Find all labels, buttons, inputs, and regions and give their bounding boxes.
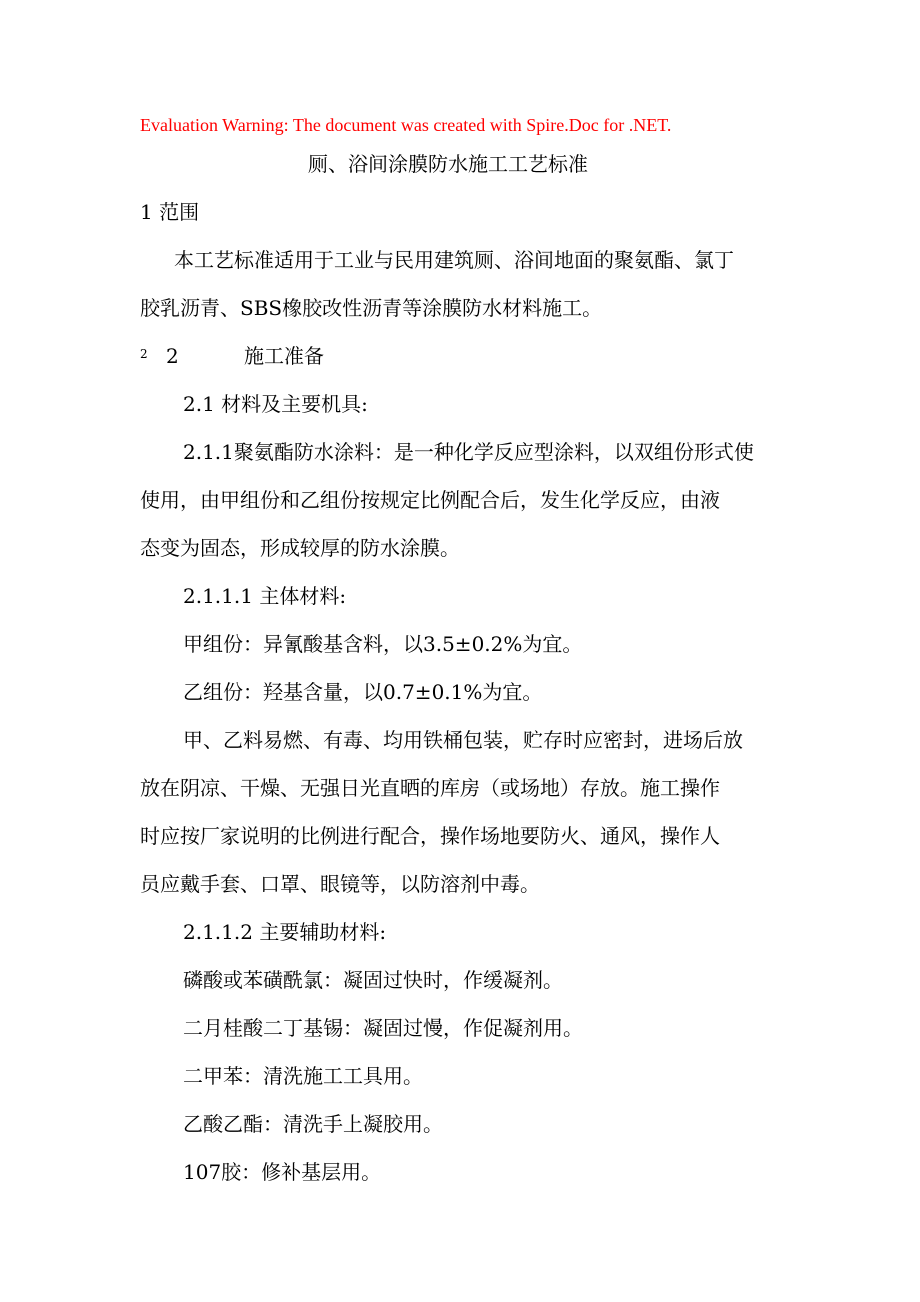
subsection-2-1-1-1-heading: 2.1.1.1 主体材料: [183,584,347,608]
auxiliary-material-1: 磷酸或苯磺酰氯：凝固过快时，作缓凝剂。 [183,968,563,992]
auxiliary-material-5: 107胶：修补基层用。 [183,1160,382,1184]
section-1-heading: 1 范围 [140,200,200,224]
polyurethane-paragraph-line-1: 2.1.1聚氨酯防水涂料：是一种化学反应型涂料，以双组份形式使 [183,440,754,464]
storage-paragraph-line-4: 员应戴手套、口罩、眼镜等，以防溶剂中毒。 [140,872,540,896]
storage-paragraph-line-3: 时应按厂家说明的比例进行配合，操作场地要防火、通风，操作人 [140,824,720,848]
polyurethane-paragraph-line-3: 态变为固态，形成较厚的防水涂膜。 [140,536,460,560]
scope-paragraph-line-1: 本工艺标准适用于工业与民用建筑厕、浴间地面的聚氨酯、氯丁 [174,248,734,272]
document-title: 厕、浴间涂膜防水施工工艺标准 [308,152,588,176]
storage-paragraph-line-1: 甲、乙料易燃、有毒、均用铁桶包装，贮存时应密封，进场后放 [183,728,743,752]
polyurethane-paragraph-line-2: 使用，由甲组份和乙组份按规定比例配合后，发生化学反应，由液 [140,488,720,512]
storage-paragraph-line-2: 放在阴凉、干燥、无强日光直晒的库房（或场地）存放。施工操作 [140,776,720,800]
evaluation-warning: Evaluation Warning: The document was created with Spire.Doc for .NET. [140,115,672,135]
subsection-2-1-heading: 2.1 材料及主要机具: [183,392,368,416]
component-b-line: 乙组份：羟基含量，以0.7±0.1%为宜。 [183,680,543,704]
scope-paragraph-line-2: 胶乳沥青、SBS橡胶改性沥青等涂膜防水材料施工。 [140,296,603,320]
section-2-heading: 施工准备 [244,344,324,368]
auxiliary-material-3: 二甲苯：清洗施工工具用。 [183,1064,423,1088]
component-a-line: 甲组份：异氰酸基含料，以3.5±0.2%为宜。 [183,632,583,656]
auxiliary-material-4: 乙酸乙酯：清洗手上凝胶用。 [183,1112,443,1136]
section-2-number: 2 [166,344,179,368]
auxiliary-material-2: 二月桂酸二丁基锡：凝固过慢，作促凝剂用。 [183,1016,583,1040]
list-marker: 2 [140,347,148,361]
subsection-2-1-1-2-heading: 2.1.1.2 主要辅助材料: [183,920,387,944]
